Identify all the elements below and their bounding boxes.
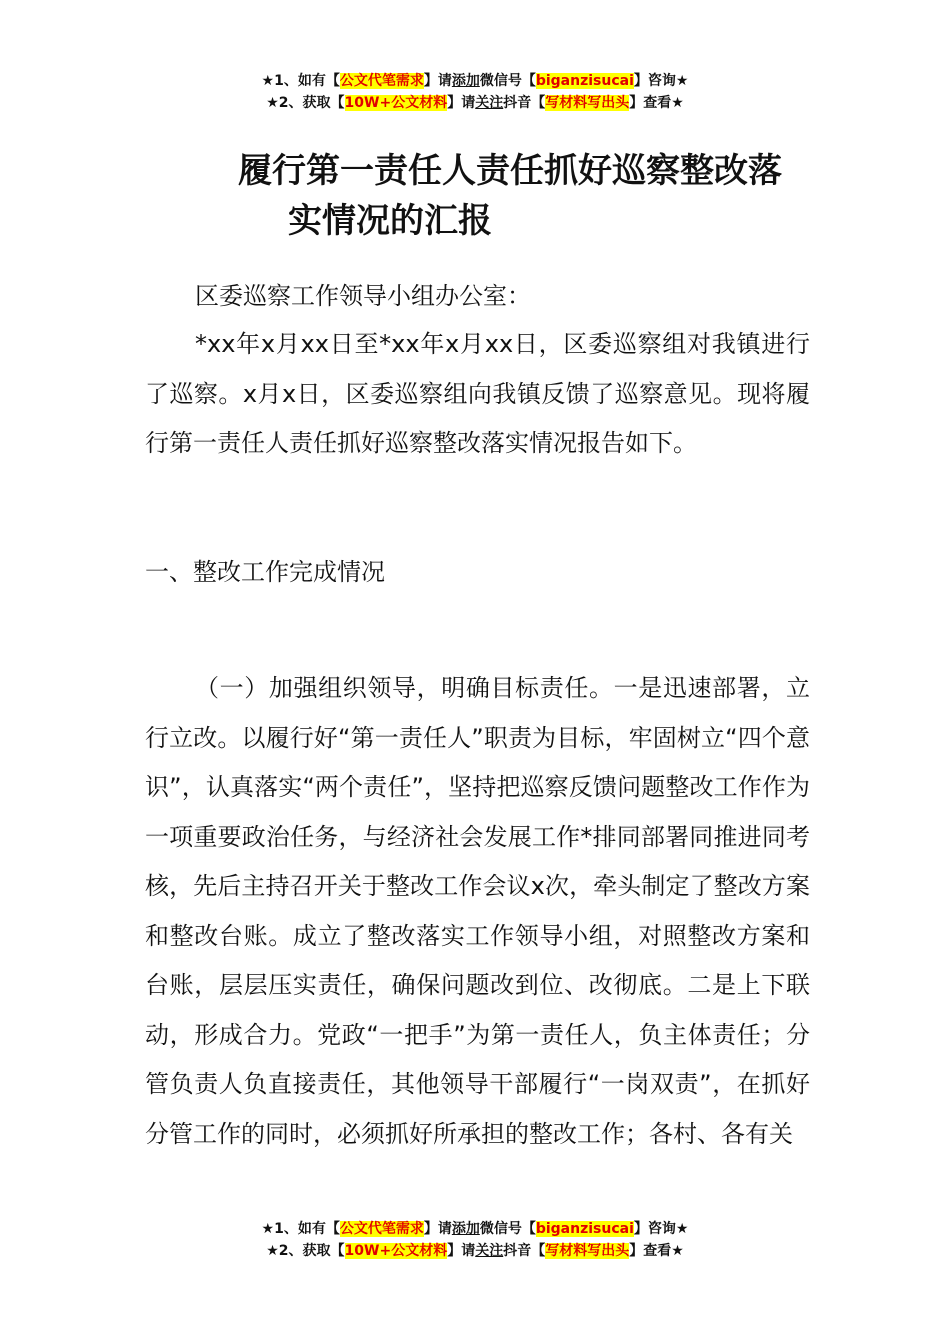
banner-highlight: biganzisucai (535, 1221, 634, 1237)
banner-text: 微信号【 (479, 1221, 536, 1237)
paragraph-2-text: （一）加强组织领导，明确目标责任。一是迅速部署，立行立改。以履行好“第一责任人”职责为目标，牢固树立“四个意识”，认真落实“两个责任”，坚持把巡察反馈问题整改工作作为一项重要政治任务，与经济社会发展工作*排同部署同推进同考核，先后主持召开关于整改工作会议x次，牵头制定了整改方案和整改台账。成立了整改落实工作领导小组，对照整改方案和台账，层层压实责任，确保问题改到位、改彻底。二是上下联动，形成合力。党政“一把手”为第一责任人，负主体责任；分管负责人负直接责任，其他领导干部履行“一岗双责”，在抓好分管工作的同时，必须抓好所承担的整改工作；各村、各有关 (145, 674, 810, 1148)
banner-underline: 添加 (451, 73, 480, 89)
banner-text: 抖音【 (503, 95, 546, 111)
banner-highlight: 10W+公文材料 (344, 95, 448, 111)
banner-text: 】查看★ (629, 1243, 684, 1259)
section-heading-1-text: 一、整改工作完成情况 (145, 558, 385, 586)
star-icon: ★ (261, 1221, 275, 1237)
banner-line-1 (0, 1218, 950, 1240)
banner-highlight: 公文代笔需求 (339, 1221, 424, 1237)
banner-text: 】请 (447, 1243, 476, 1259)
paragraph-1 (145, 320, 810, 469)
paragraph-2 (145, 664, 810, 1159)
banner-text: 】请 (447, 95, 476, 111)
star-icon: ★ (266, 1243, 279, 1259)
banner-underline: 关注 (475, 1243, 504, 1259)
document-title-line-2: 实情况的汇报 (288, 201, 492, 241)
banner-highlight: 公文代笔需求 (339, 73, 424, 89)
banner-text: 抖音【 (503, 1243, 546, 1259)
banner-text: 1、如有【 (274, 73, 340, 89)
banner-line-2 (0, 92, 950, 114)
salutation (145, 272, 810, 322)
banner-underline: 关注 (475, 95, 504, 111)
banner-text: 】请 (423, 73, 452, 89)
banner-text: 】咨询★ (633, 1221, 689, 1237)
banner-line-1 (0, 70, 950, 92)
banner-text: 】查看★ (629, 95, 684, 111)
banner-text: 2、获取【 (278, 95, 345, 111)
salutation-text: 区委巡察工作领导小组办公室： (195, 282, 531, 310)
star-icon: ★ (261, 73, 275, 89)
banner-highlight: biganzisucai (535, 73, 634, 89)
banner-highlight: 写材料写出头 (545, 95, 630, 111)
banner-highlight: 写材料写出头 (545, 1243, 630, 1259)
document-title-line-1: 履行第一责任人责任抓好巡察整改落 (238, 151, 782, 191)
banner-text: 1、如有【 (274, 1221, 340, 1237)
star-icon: ★ (266, 95, 279, 111)
banner-text: 】咨询★ (633, 73, 689, 89)
banner-line-2 (0, 1240, 950, 1262)
bottom-banner (0, 1218, 950, 1262)
section-heading-1 (145, 548, 810, 598)
banner-highlight: 10W+公文材料 (344, 1243, 448, 1259)
top-banner (0, 70, 950, 114)
banner-text: 】请 (423, 1221, 452, 1237)
banner-text: 微信号【 (479, 73, 536, 89)
banner-text: 2、获取【 (278, 1243, 345, 1259)
paragraph-1-text: *xx年x月xx日至*xx年x月xx日，区委巡察组对我镇进行了巡察。x月x日，区委巡察组向我镇反馈了巡察意见。现将履行第一责任人责任抓好巡察整改落实情况报告如下。 (145, 330, 810, 457)
banner-underline: 添加 (451, 1221, 480, 1237)
